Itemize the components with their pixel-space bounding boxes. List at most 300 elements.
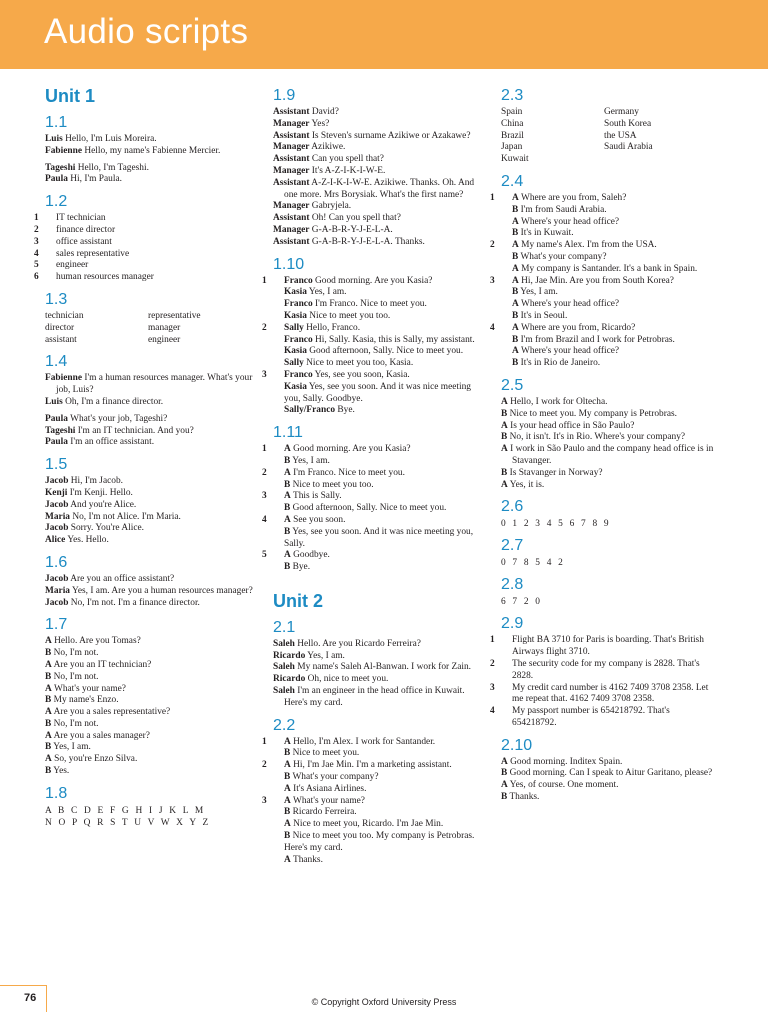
speaker-name: A xyxy=(284,760,291,771)
line-text: Nice to meet you. My company is Petrobras. xyxy=(509,408,678,419)
line-text: Yes, see you soon, Kasia. xyxy=(314,369,410,380)
line-text: It's in Seoul. xyxy=(520,310,568,321)
speaker-name: Maria xyxy=(45,585,70,596)
dialogue-line xyxy=(501,468,716,480)
speaker-name: Manager xyxy=(273,142,310,153)
speaker-name: A xyxy=(512,263,519,274)
dialogue-line xyxy=(273,662,485,674)
speaker-name: Kasia xyxy=(284,381,307,392)
line-text: Good morning. Are you Kasia? xyxy=(314,275,433,286)
character-sequence: 0 7 8 5 4 2 xyxy=(501,558,566,569)
speaker-name: Franco xyxy=(284,299,313,310)
line-text: My name's Enzo. xyxy=(53,695,119,706)
dialogue-line xyxy=(273,287,485,299)
dialogue-line xyxy=(45,397,260,409)
dialogue-line xyxy=(490,322,716,335)
dialogue-line xyxy=(45,586,260,598)
speaker-name: B xyxy=(45,718,52,729)
dialogue-line xyxy=(45,437,260,449)
line-text: Hi, Jae Min. Are you from South Korea? xyxy=(521,275,674,286)
line-text: Nice to meet you, Ricardo. I'm Jae Min. xyxy=(293,819,444,830)
column-1 xyxy=(34,82,260,829)
dialogue-line xyxy=(262,467,485,480)
speaker-name: Fabienne xyxy=(45,373,82,384)
line-text: Yes, it is. xyxy=(509,479,545,490)
speaker-name: A xyxy=(284,467,291,478)
dialogue-line xyxy=(501,444,716,468)
dialogue-line xyxy=(273,166,485,178)
dialogue-line xyxy=(45,146,260,158)
speaker-name: A xyxy=(501,420,508,431)
line-text: Bye. xyxy=(292,562,311,573)
dialogue-line xyxy=(262,736,485,749)
dialogue-line xyxy=(45,574,260,586)
speaker-name: Luis xyxy=(45,396,63,407)
dialogue-line xyxy=(501,397,716,409)
speaker-name: A xyxy=(512,192,519,203)
item-number: 3 xyxy=(34,236,39,247)
speaker-name: Ricardo xyxy=(273,650,306,661)
dialogue-line xyxy=(273,311,485,323)
section-number: 2.3 xyxy=(501,87,524,104)
line-text: I'm an engineer in the head office in Kuwait. Here's my card. xyxy=(284,686,465,708)
dialogue-line xyxy=(45,134,260,146)
item-number: 1 xyxy=(490,635,495,646)
line-text: Yes, see you soon. And it was nice meeting you, Sally. xyxy=(284,526,474,549)
speaker-name: Sally xyxy=(284,358,304,369)
line-text: I'm Kenji. Hello. xyxy=(69,487,133,498)
line-text: My name's Saleh Al-Banwan. I work for Zain. xyxy=(297,662,472,673)
speaker-name: Paula xyxy=(45,413,68,424)
dialogue-line xyxy=(501,432,716,444)
dialogue-line xyxy=(501,358,716,370)
speaker-name: A xyxy=(512,322,519,333)
dialogue-line xyxy=(501,421,716,433)
speaker-name: B xyxy=(45,695,52,706)
line-text: Goodbye. xyxy=(293,550,330,561)
speaker-name: Jacob xyxy=(45,476,69,487)
line-text: I'm from Saudi Arabia. xyxy=(520,204,607,215)
dialogue-line xyxy=(273,784,485,796)
dialogue-line xyxy=(273,299,485,311)
dialogue-line xyxy=(45,754,260,766)
speaker-name: B xyxy=(512,310,519,321)
dialogue-line xyxy=(273,831,485,855)
speaker-name: Jacob xyxy=(45,499,69,510)
dialogue-line xyxy=(501,780,716,792)
speaker-name: Maria xyxy=(45,511,70,522)
dialogue-line xyxy=(262,275,485,288)
dialogue-line xyxy=(45,660,260,672)
dialogue-line xyxy=(501,335,716,347)
speaker-name: B xyxy=(45,742,52,753)
dialogue-line xyxy=(501,228,716,240)
word-item: the USA xyxy=(604,130,637,141)
speaker-name: B xyxy=(501,432,508,443)
speaker-name: B xyxy=(284,831,291,842)
section-number: 2.7 xyxy=(501,537,524,555)
speaker-name: Ricardo xyxy=(273,674,306,685)
dialogue-line xyxy=(262,760,485,772)
speaker-name: A xyxy=(284,819,291,830)
item-text: sales representative xyxy=(56,248,130,259)
line-text: It's Asiana Airlines. xyxy=(293,783,367,794)
dialogue-line xyxy=(273,213,485,225)
line-text: Yes, I am. xyxy=(307,650,345,661)
line-text: Where are you from, Ricardo? xyxy=(520,322,636,333)
item-text: engineer xyxy=(56,260,89,271)
dialogue-line xyxy=(273,131,485,143)
speaker-name: A xyxy=(284,514,291,525)
dialogue-line xyxy=(490,275,716,288)
dialogue-line xyxy=(262,322,485,335)
dialogue-line xyxy=(273,382,485,406)
speaker-name: B xyxy=(284,772,291,783)
line-text: Oh, nice to meet you. xyxy=(307,674,389,685)
line-text: My company is Santander. It's a bank in Spain. xyxy=(521,263,698,274)
item-text: The security code for my company is 2828. That's 2828. xyxy=(512,658,700,681)
dialogue-line xyxy=(273,119,485,131)
section-number: 2.8 xyxy=(501,576,524,594)
dialogue-line xyxy=(273,772,485,784)
item-text: human resources manager xyxy=(56,272,154,283)
word-item: director xyxy=(45,322,75,333)
line-text: A-Z-I-K-I-W-E. Azikiwe. Thanks. Oh. And one more. Mrs Borysiak. What's the first name? xyxy=(284,177,475,200)
item-number: 2 xyxy=(262,467,267,478)
line-text: Nice to meet you. xyxy=(292,748,360,759)
line-text: Can you spell that? xyxy=(311,154,384,165)
item-number: 1 xyxy=(262,275,267,286)
item-text: My credit card number is 4162 7409 3708 2358. Let me repeat that. 4162 7409 3708 2358. xyxy=(512,682,709,705)
copyright-notice: © Copyright Oxford University Press xyxy=(311,997,457,1007)
dialogue-line xyxy=(501,299,716,311)
line-text: No, it isn't. It's in Rio. Where's your company? xyxy=(509,432,686,443)
line-text: G-A-B-R-Y-J-E-L-A. Thanks. xyxy=(311,236,425,247)
speaker-name: A xyxy=(284,795,291,806)
speaker-name: B xyxy=(284,526,291,537)
numbered-item xyxy=(34,272,260,284)
item-text: finance director xyxy=(56,224,116,235)
line-text: Gabryjela. xyxy=(311,201,352,212)
speaker-name: A xyxy=(284,783,291,794)
speaker-name: Tageshi xyxy=(45,162,76,173)
character-sequence: A B C D E F G H I J K L M xyxy=(45,805,206,816)
speaker-name: B xyxy=(284,807,291,818)
word-item: Spain xyxy=(501,107,523,117)
section-number: 1.6 xyxy=(45,553,68,571)
dialogue-line xyxy=(273,807,485,819)
line-text: No, I'm not. xyxy=(53,718,99,729)
item-text: office assistant xyxy=(56,236,112,247)
item-text: My passport number is 654218792. That's 654218792. xyxy=(512,706,670,728)
speaker-name: Jacob xyxy=(45,597,69,608)
word-item: engineer xyxy=(148,334,181,345)
speaker-name: B xyxy=(45,671,52,682)
section-number: 2.2 xyxy=(273,716,296,734)
line-text: Hello, I'm Luis Moreira. xyxy=(65,134,157,144)
speaker-name: A xyxy=(501,444,508,455)
item-number: 3 xyxy=(262,795,267,806)
dialogue-line xyxy=(45,731,260,743)
speaker-name: Manager xyxy=(273,165,310,176)
dialogue-line xyxy=(45,672,260,684)
dialogue-line xyxy=(490,240,716,252)
item-number: 5 xyxy=(34,260,39,271)
section-number: 1.2 xyxy=(45,193,68,211)
line-text: Nice to meet you too, Kasia. xyxy=(306,358,414,369)
dialogue-line xyxy=(262,444,485,456)
speaker-name: A xyxy=(284,491,291,502)
line-text: Yes? xyxy=(311,118,330,129)
line-text: No, I'm not. xyxy=(53,648,99,659)
speaker-name: A xyxy=(284,854,291,865)
line-text: What's your name? xyxy=(292,795,365,806)
line-text: Are you an IT technician? xyxy=(53,659,152,670)
line-text: Is Steven's surname Azikiwe or Azakawe? xyxy=(311,130,471,141)
line-text: Hi, I'm Jae Min. I'm a marketing assistant. xyxy=(293,760,452,771)
dialogue-line xyxy=(45,163,260,175)
speaker-name: A xyxy=(45,636,52,647)
dialogue-line xyxy=(45,742,260,754)
dialogue-line xyxy=(273,178,485,202)
numbered-item xyxy=(490,635,716,659)
dialogue-line xyxy=(45,636,260,648)
line-text: Yes, see you soon. And it was nice meeting you, Sally. Goodbye. xyxy=(284,381,471,404)
line-text: Hi, I'm Jacob. xyxy=(70,476,123,487)
speaker-name: A xyxy=(284,550,291,561)
line-text: Are you a sales manager? xyxy=(53,730,150,741)
line-text: Hello. Are you Ricardo Ferreira? xyxy=(297,638,421,649)
column-2 xyxy=(262,82,485,866)
item-number: 2 xyxy=(34,224,39,235)
speaker-name: B xyxy=(512,358,519,369)
speaker-name: Paula xyxy=(45,437,68,448)
speaker-name: Saleh xyxy=(273,662,295,673)
line-text: It's A-Z-I-K-I-W-E. xyxy=(311,165,386,176)
speaker-name: A xyxy=(512,275,519,286)
speaker-name: B xyxy=(45,648,52,659)
speaker-name: Manager xyxy=(273,201,310,212)
speaker-name: B xyxy=(512,251,519,262)
dialogue-line xyxy=(273,142,485,154)
item-number: 2 xyxy=(262,322,267,333)
dialogue-line xyxy=(45,488,260,500)
word-item: manager xyxy=(148,322,181,333)
word-item: South Korea xyxy=(604,118,652,129)
dialogue-line xyxy=(45,598,260,610)
numbered-item xyxy=(490,706,716,730)
speaker-name: A xyxy=(512,346,519,357)
speaker-name: Assistant xyxy=(273,213,310,224)
speaker-name: Luis xyxy=(45,134,63,144)
numbered-item xyxy=(34,248,260,261)
line-text: Nice to meet you too. My company is Petrobras. Here's my card. xyxy=(284,831,475,853)
item-number: 1 xyxy=(34,213,39,224)
word-list xyxy=(45,311,260,346)
dialogue-line xyxy=(273,456,485,468)
section-number: 1.7 xyxy=(45,616,68,634)
item-number: 4 xyxy=(490,322,495,333)
numbered-item xyxy=(490,658,716,683)
dialogue-line xyxy=(273,225,485,237)
character-sequence: 0 1 2 3 4 5 6 7 8 9 xyxy=(501,519,611,530)
item-number: 4 xyxy=(262,514,267,525)
dialogue-line xyxy=(45,695,260,707)
line-text: What's your job, Tageshi? xyxy=(70,413,168,424)
line-text: Where's your head office? xyxy=(520,346,620,357)
line-text: No, I'm not. xyxy=(53,671,99,682)
dialogue-line xyxy=(273,855,485,867)
speaker-name: A xyxy=(501,396,508,407)
item-number: 2 xyxy=(490,658,495,669)
line-text: And you're Alice. xyxy=(70,499,137,510)
line-text: Azikiwe. xyxy=(311,142,346,153)
speaker-name: B xyxy=(284,503,291,514)
dialogue-line xyxy=(45,766,260,778)
dialogue-line xyxy=(273,819,485,831)
speaker-name: A xyxy=(501,479,508,490)
speaker-name: A xyxy=(512,299,519,310)
dialogue-line xyxy=(273,562,485,574)
speaker-name: B xyxy=(501,467,508,478)
line-text: Yes, I am. xyxy=(520,287,558,298)
speaker-name: Kasia xyxy=(284,346,307,357)
line-text: What's your name? xyxy=(53,683,126,694)
speaker-name: Kenji xyxy=(45,487,68,498)
line-text: Yes, of course. One moment. xyxy=(509,780,619,791)
section-number: 2.10 xyxy=(501,736,533,754)
line-text: It's in Kuwait. xyxy=(520,228,574,239)
line-text: Good afternoon, Sally. Nice to meet you. xyxy=(292,503,447,514)
speaker-name: Sally xyxy=(284,322,304,333)
dialogue-line xyxy=(273,154,485,166)
dialogue-line xyxy=(45,707,260,719)
speaker-name: Tageshi xyxy=(45,425,76,436)
speaker-name: A xyxy=(501,780,508,791)
speaker-name: B xyxy=(512,204,519,215)
item-number: 3 xyxy=(262,369,267,380)
speaker-name: A xyxy=(512,216,519,227)
dialogue-line xyxy=(273,405,485,417)
line-text: I'm a human resources manager. What's your job, Luis? xyxy=(56,373,253,396)
line-text: This is Sally. xyxy=(292,491,342,502)
dialogue-line xyxy=(273,480,485,492)
section-number: 1.11 xyxy=(273,424,303,442)
line-text: I'm Franco. Nice to meet you. xyxy=(293,467,405,478)
item-number: 1 xyxy=(262,736,267,747)
speaker-name: B xyxy=(284,748,291,759)
speaker-name: Kasia xyxy=(284,287,307,298)
line-text: Hello, my name's Fabienne Mercier. xyxy=(84,145,221,156)
speaker-name: Manager xyxy=(273,118,310,129)
item-number: 6 xyxy=(34,272,39,283)
section-number: 1.10 xyxy=(273,255,305,273)
dialogue-line xyxy=(45,719,260,731)
speaker-name: Assistant xyxy=(273,236,310,247)
word-item: technician xyxy=(45,310,84,321)
speaker-name: B xyxy=(501,408,508,419)
line-text: Good morning. Can I speak to Aitur Garitano, please? xyxy=(509,768,713,779)
line-text: Bye. xyxy=(337,405,355,416)
item-text: IT technician xyxy=(56,213,106,224)
line-text: No, I'm not Alice. I'm Maria. xyxy=(72,511,181,522)
speaker-name: B xyxy=(501,768,508,779)
dialogue-line xyxy=(501,311,716,323)
line-text: Yes. Hello. xyxy=(67,535,109,546)
dialogue-line xyxy=(501,768,716,780)
line-text: Yes, I am. xyxy=(53,742,91,753)
page-number: 76 xyxy=(24,992,37,1004)
column-3 xyxy=(490,82,716,804)
dialogue-line xyxy=(501,480,716,492)
speaker-name: Assistant xyxy=(273,177,310,188)
dialogue-line xyxy=(501,264,716,276)
line-text: Oh! Can you spell that? xyxy=(311,213,401,224)
dialogue-line xyxy=(501,205,716,217)
line-text: Is your head office in São Paulo? xyxy=(510,420,635,431)
word-item: assistant xyxy=(45,334,77,345)
line-text: Are you an office assistant? xyxy=(70,573,175,584)
speaker-name: Manager xyxy=(273,224,310,235)
word-item: Germany xyxy=(604,107,639,117)
speaker-name: B xyxy=(512,287,519,298)
section-number: 1.1 xyxy=(45,114,68,131)
line-text: Hello, Franco. xyxy=(306,322,361,333)
dialogue-line xyxy=(45,500,260,512)
dialogue-line xyxy=(45,414,260,426)
line-text: Hello. Are you Tomas? xyxy=(54,636,141,647)
dialogue-line xyxy=(273,503,485,515)
speaker-name: B xyxy=(512,334,519,345)
word-item: Kuwait xyxy=(501,154,529,165)
page-title: Audio scripts xyxy=(44,12,249,51)
line-text: Nice to meet you too. xyxy=(309,310,391,321)
line-text: Thanks. xyxy=(509,792,540,803)
line-text: Where's your head office? xyxy=(520,299,620,310)
speaker-name: B xyxy=(284,479,291,490)
speaker-name: A xyxy=(45,659,52,670)
item-number: 4 xyxy=(34,248,39,259)
line-text: My name's Alex. I'm from the USA. xyxy=(521,240,657,251)
speaker-name: A xyxy=(45,683,52,694)
dialogue-line xyxy=(262,550,485,562)
dialogue-line xyxy=(273,748,485,760)
speaker-name: Assistant xyxy=(273,154,310,165)
speaker-name: A xyxy=(45,707,52,718)
speaker-name: Assistant xyxy=(273,130,310,141)
line-text: Where's your head office? xyxy=(520,216,620,227)
line-text: I work in São Paulo and the company head office is in Stavanger. xyxy=(510,444,714,466)
speaker-name: Assistant xyxy=(273,107,310,117)
word-item: representative xyxy=(148,310,201,321)
speaker-name: Franco xyxy=(284,275,313,286)
section-number: 1.5 xyxy=(45,456,68,474)
dialogue-line xyxy=(45,512,260,524)
speaker-name: Paula xyxy=(45,174,68,185)
item-number: 4 xyxy=(490,706,495,717)
dialogue-line xyxy=(501,287,716,299)
dialogue-line xyxy=(273,346,485,358)
dialogue-line xyxy=(501,792,716,804)
line-text: Where are you from, Saleh? xyxy=(520,192,627,203)
line-text: What's your company? xyxy=(292,772,379,783)
line-text: Sorry. You're Alice. xyxy=(70,523,144,534)
speaker-name: Saleh xyxy=(273,638,295,649)
dialogue-line xyxy=(490,192,716,205)
speaker-name: B xyxy=(284,562,291,573)
speaker-name: Kasia xyxy=(284,310,307,321)
line-text: No, I'm not. I'm a finance director. xyxy=(70,597,200,608)
